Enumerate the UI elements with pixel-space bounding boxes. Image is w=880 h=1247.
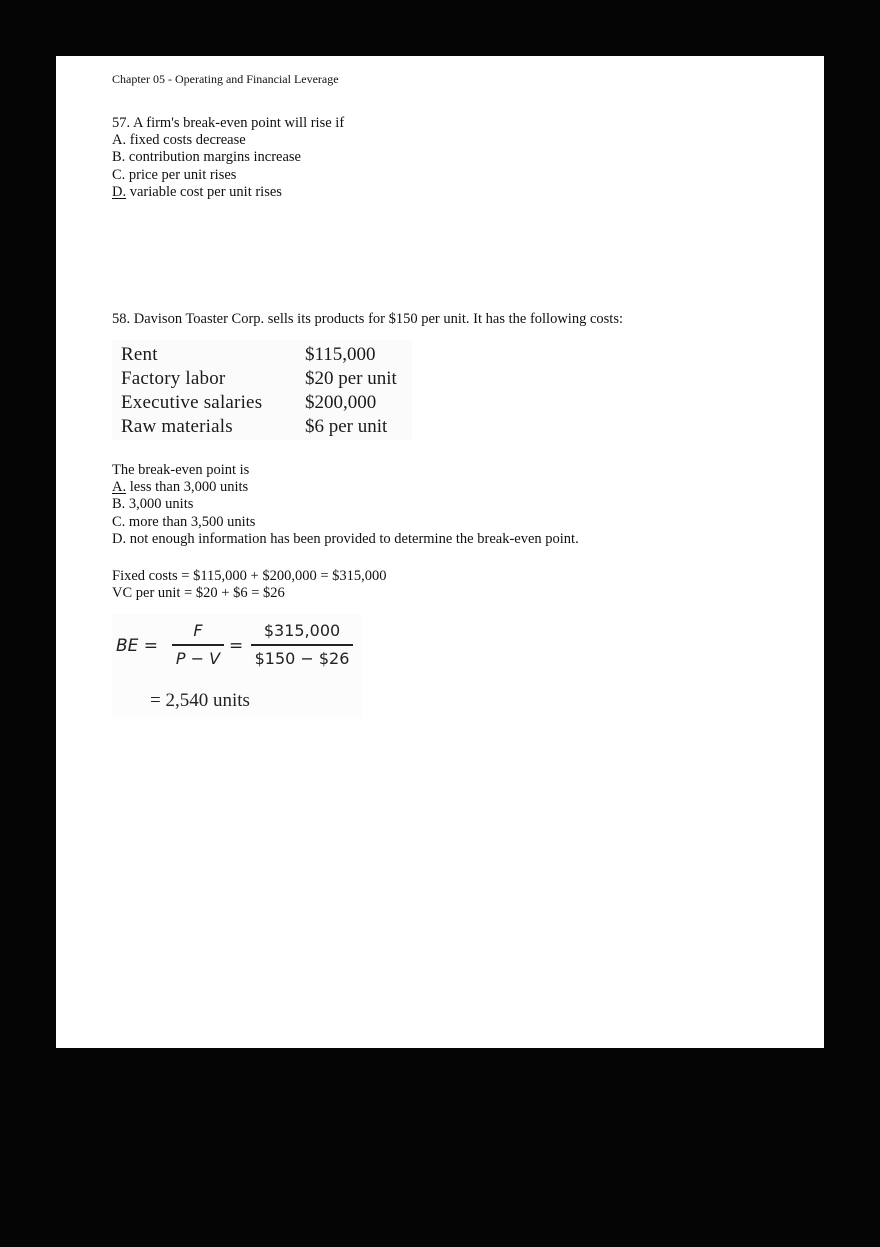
- option-text: fixed costs decrease: [126, 132, 246, 149]
- option-letter: D.: [112, 530, 127, 547]
- cost-label: Executive salaries: [121, 392, 263, 413]
- fraction-numerator: $315,000: [263, 621, 341, 640]
- option-text: variable cost per unit rises: [126, 183, 282, 200]
- question-58-stem: 58. Davison Toaster Corp. sells its products for $150 per unit. It has the following costs:: [112, 311, 623, 327]
- document-page: [56, 56, 824, 1048]
- cost-label: Rent: [121, 344, 158, 365]
- option-text: 3,000 units: [125, 496, 194, 513]
- option-letter: B.: [112, 496, 126, 513]
- formula-lhs: BE =: [116, 636, 159, 656]
- question-58-answers: [112, 462, 579, 548]
- explanation: [112, 568, 387, 602]
- fraction-bar: [251, 644, 353, 646]
- q57-option-c: [112, 167, 344, 184]
- cost-row-raw-materials: [112, 415, 412, 439]
- break-even-formula-image: [112, 614, 362, 719]
- option-letter: C.: [112, 166, 126, 183]
- fraction-denominator: P − V: [175, 648, 221, 668]
- fraction-denominator: $150 − $26: [254, 648, 350, 668]
- option-letter-correct: D.: [112, 183, 127, 200]
- formula-result: = 2,540 units: [150, 690, 250, 711]
- chapter-header: Chapter 05 - Operating and Financial Leverage: [112, 72, 339, 86]
- formula-fraction-numeric: [251, 620, 353, 670]
- fixed-costs-line: Fixed costs = $115,000 + $200,000 = $315,000: [112, 568, 387, 584]
- q58-option-c: [112, 514, 579, 531]
- option-letter: B.: [112, 149, 126, 166]
- cost-row-factory-labor: [112, 367, 412, 391]
- option-text: price per unit rises: [125, 166, 237, 183]
- cost-value: $6 per unit: [305, 416, 388, 437]
- q58-option-b: [112, 496, 579, 513]
- option-text: more than 3,500 units: [125, 513, 256, 530]
- vc-per-unit-line: VC per unit = $20 + $6 = $26: [112, 585, 285, 602]
- cost-value: $20 per unit: [305, 368, 397, 389]
- q57-option-a: [112, 132, 344, 149]
- option-text: contribution margins increase: [125, 149, 301, 166]
- costs-table-image: [112, 340, 412, 440]
- fraction-bar: [172, 644, 224, 646]
- question-57-stem: 57. A firm's break-even point will rise if: [112, 115, 345, 131]
- option-text: less than 3,000 units: [126, 479, 249, 496]
- q58-option-a: [112, 479, 579, 496]
- q58-option-d: [112, 531, 579, 548]
- cost-row-executive-salaries: [112, 391, 412, 415]
- option-text: not enough information has been provided to determine the break-even point.: [126, 530, 579, 547]
- cost-value: $200,000: [305, 392, 377, 413]
- fraction-numerator: F: [193, 621, 203, 640]
- cost-label: Raw materials: [121, 416, 233, 437]
- cost-label: Factory labor: [121, 368, 226, 389]
- formula-equals: =: [229, 636, 244, 656]
- question-57: [112, 115, 344, 201]
- formula-fraction-symbolic: [172, 620, 224, 670]
- q57-option-d: [112, 184, 344, 201]
- cost-value: $115,000: [305, 344, 376, 365]
- cost-row-rent: [112, 343, 412, 367]
- option-letter: A.: [112, 132, 127, 149]
- q57-option-b: [112, 149, 344, 166]
- question-58-prompt: The break-even point is: [112, 462, 250, 478]
- option-letter: C.: [112, 513, 126, 530]
- option-letter-correct: A.: [112, 479, 127, 496]
